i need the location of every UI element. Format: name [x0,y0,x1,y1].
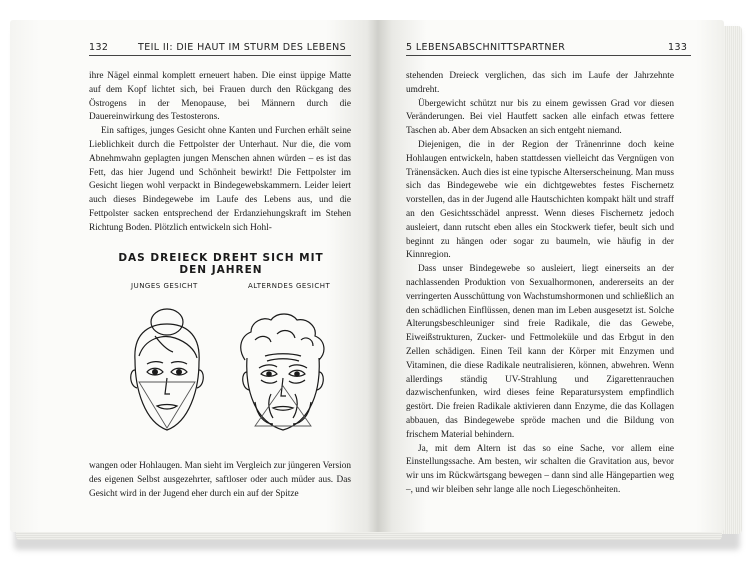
left-page-number: 132 [89,42,109,53]
paragraph: Dass unser Bindegewebe so ausleiert, liegt einerseits an der nachlassenden Produktion von Sexualhormonen, andererseits an der verringerten Ausschüttung von Wachstumshormonen und schließlich an den schädlichen Einflüssen, denen man im Leben ausgesetzt ist. Solche Alterungsbeschleuniger sind freie Radikale, die das Gewebe, Eiweißstrukturen, Zucker- und Fettmoleküle und das Erbgut in den Zellen schädigen. Einen Teil kann der Körper mit Enzymen und Vitaminen, die diese Radikale neutralisieren, können, abwehren. Wenn allerdings ständig UV-Strahlung und Zigarettenrauchen dazwischenfunken, wird dieses feine Reparatursystem empfindlich gestört. Die freien Radikale aktivieren dann Enzyme, die das Kollagen abbauen, das Bindegewebe spröde machen und die Bildung von frischem Material behindern. [406,264,674,440]
right-header-rule [406,55,691,56]
paragraph: Ein saftiges, junges Gesicht ohne Kanten und Furchen erhält seine Lieblichkeit durch die Fettpolster der Unterhaut. Nur die, die vom Abnehmwahn geplagten jungen Menschen ahnen würden – es ist das Fett, das hier Jugend und Schönheit bewirkt! Die Fettpolster im Gesicht liegen wohl verpackt in Bindegewebskammern. Leider leiert auch dieses Bindegewebe im Laufe des Lebens aus, und die Fettpolster sacken entsprechend der Erdanziehungskraft im Stehen Richtung Boden. Plötzlich entwickeln sich Hohl- [89,126,351,233]
right-running-head: 5 LEBENSABSCHNITTSPARTNER [406,42,566,53]
paragraph: Übergewicht schützt nur bis zu einem gewissen Grad vor diesen Veränderungen. Bei viel Hautfett sacken alle einfach etwas fettere Taschen ab. Aber dem Absacken an sich entgeht niemand. [406,98,674,137]
paragraph: Diejenigen, die in der Region der Tränenrinne doch keine Hohlaugen entwickeln, haben stattdessen vielleicht das Vergnügen von Tränensäcken. Auch dies ist eine typische Alterserscheinung. Man muss sich das Bindegewebe wie ein dichtgewebtes festes Fischernetz vorstellen, das in der Jugend alle Hautschichten kompakt hält und straff an den Gesichtsschädel anpresst. Wenn dieses Fischernetz jedoch ausleiert, dann rutscht eben alles ein Stockwerk tiefer, beult sich und beginnt zu hängen oder sogar zu baumeln, wie häufig in der Kinnregion. [406,139,674,261]
paragraph: ihre Nägel einmal komplett erneuert haben. Die einst üppige Matte auf dem Kopf lichtet sich, bei Frauen durch den Rückgang des Östrogens in der Menopause, bei Männern durch die Dauereinwirkung des Testosterons. [89,71,351,123]
old-face-drawing [241,314,324,430]
young-face-label: JUNGES GESICHT [131,282,198,290]
old-face-label: ALTERNDES GESICHT [248,282,331,290]
left-header-rule [89,55,351,56]
left-running-head: TEIL II: DIE HAUT IM STURM DES LEBENS [138,42,347,53]
faces-illustration [105,290,345,455]
right-page-number: 133 [668,42,688,53]
figure-title: DAS DREIECK DREHT SICH MIT DEN JAHREN [118,252,324,276]
open-book [10,20,742,548]
left-text-bottom [89,460,351,501]
paragraph: Ja, mit dem Altern ist das so eine Sache, vor allem eine Einstellungssache. Am besten, wir schalten die Gravitation aus, bevor wir uns im Rückwärtsgang bewegen – dann sind alle Hängepartien weg –, und wir bleiben sehr lange alle noch Liegeschönheiten. [406,443,674,495]
young-face-drawing [131,309,204,430]
left-text-top [89,70,351,236]
paragraph: wangen oder Hohlaugen. Man sieht im Vergleich zur jüngeren Version des eigenen Selbst ausgezehrter, saftloser oder auch müder aus. Das Gesicht wird in der Jugend eher durch ein auf der Spitze [89,461,351,499]
left-page [10,20,378,532]
paragraph: stehenden Dreieck verglichen, das sich im Laufe der Jahrzehnte umdreht. [406,71,674,95]
right-text [406,70,674,498]
